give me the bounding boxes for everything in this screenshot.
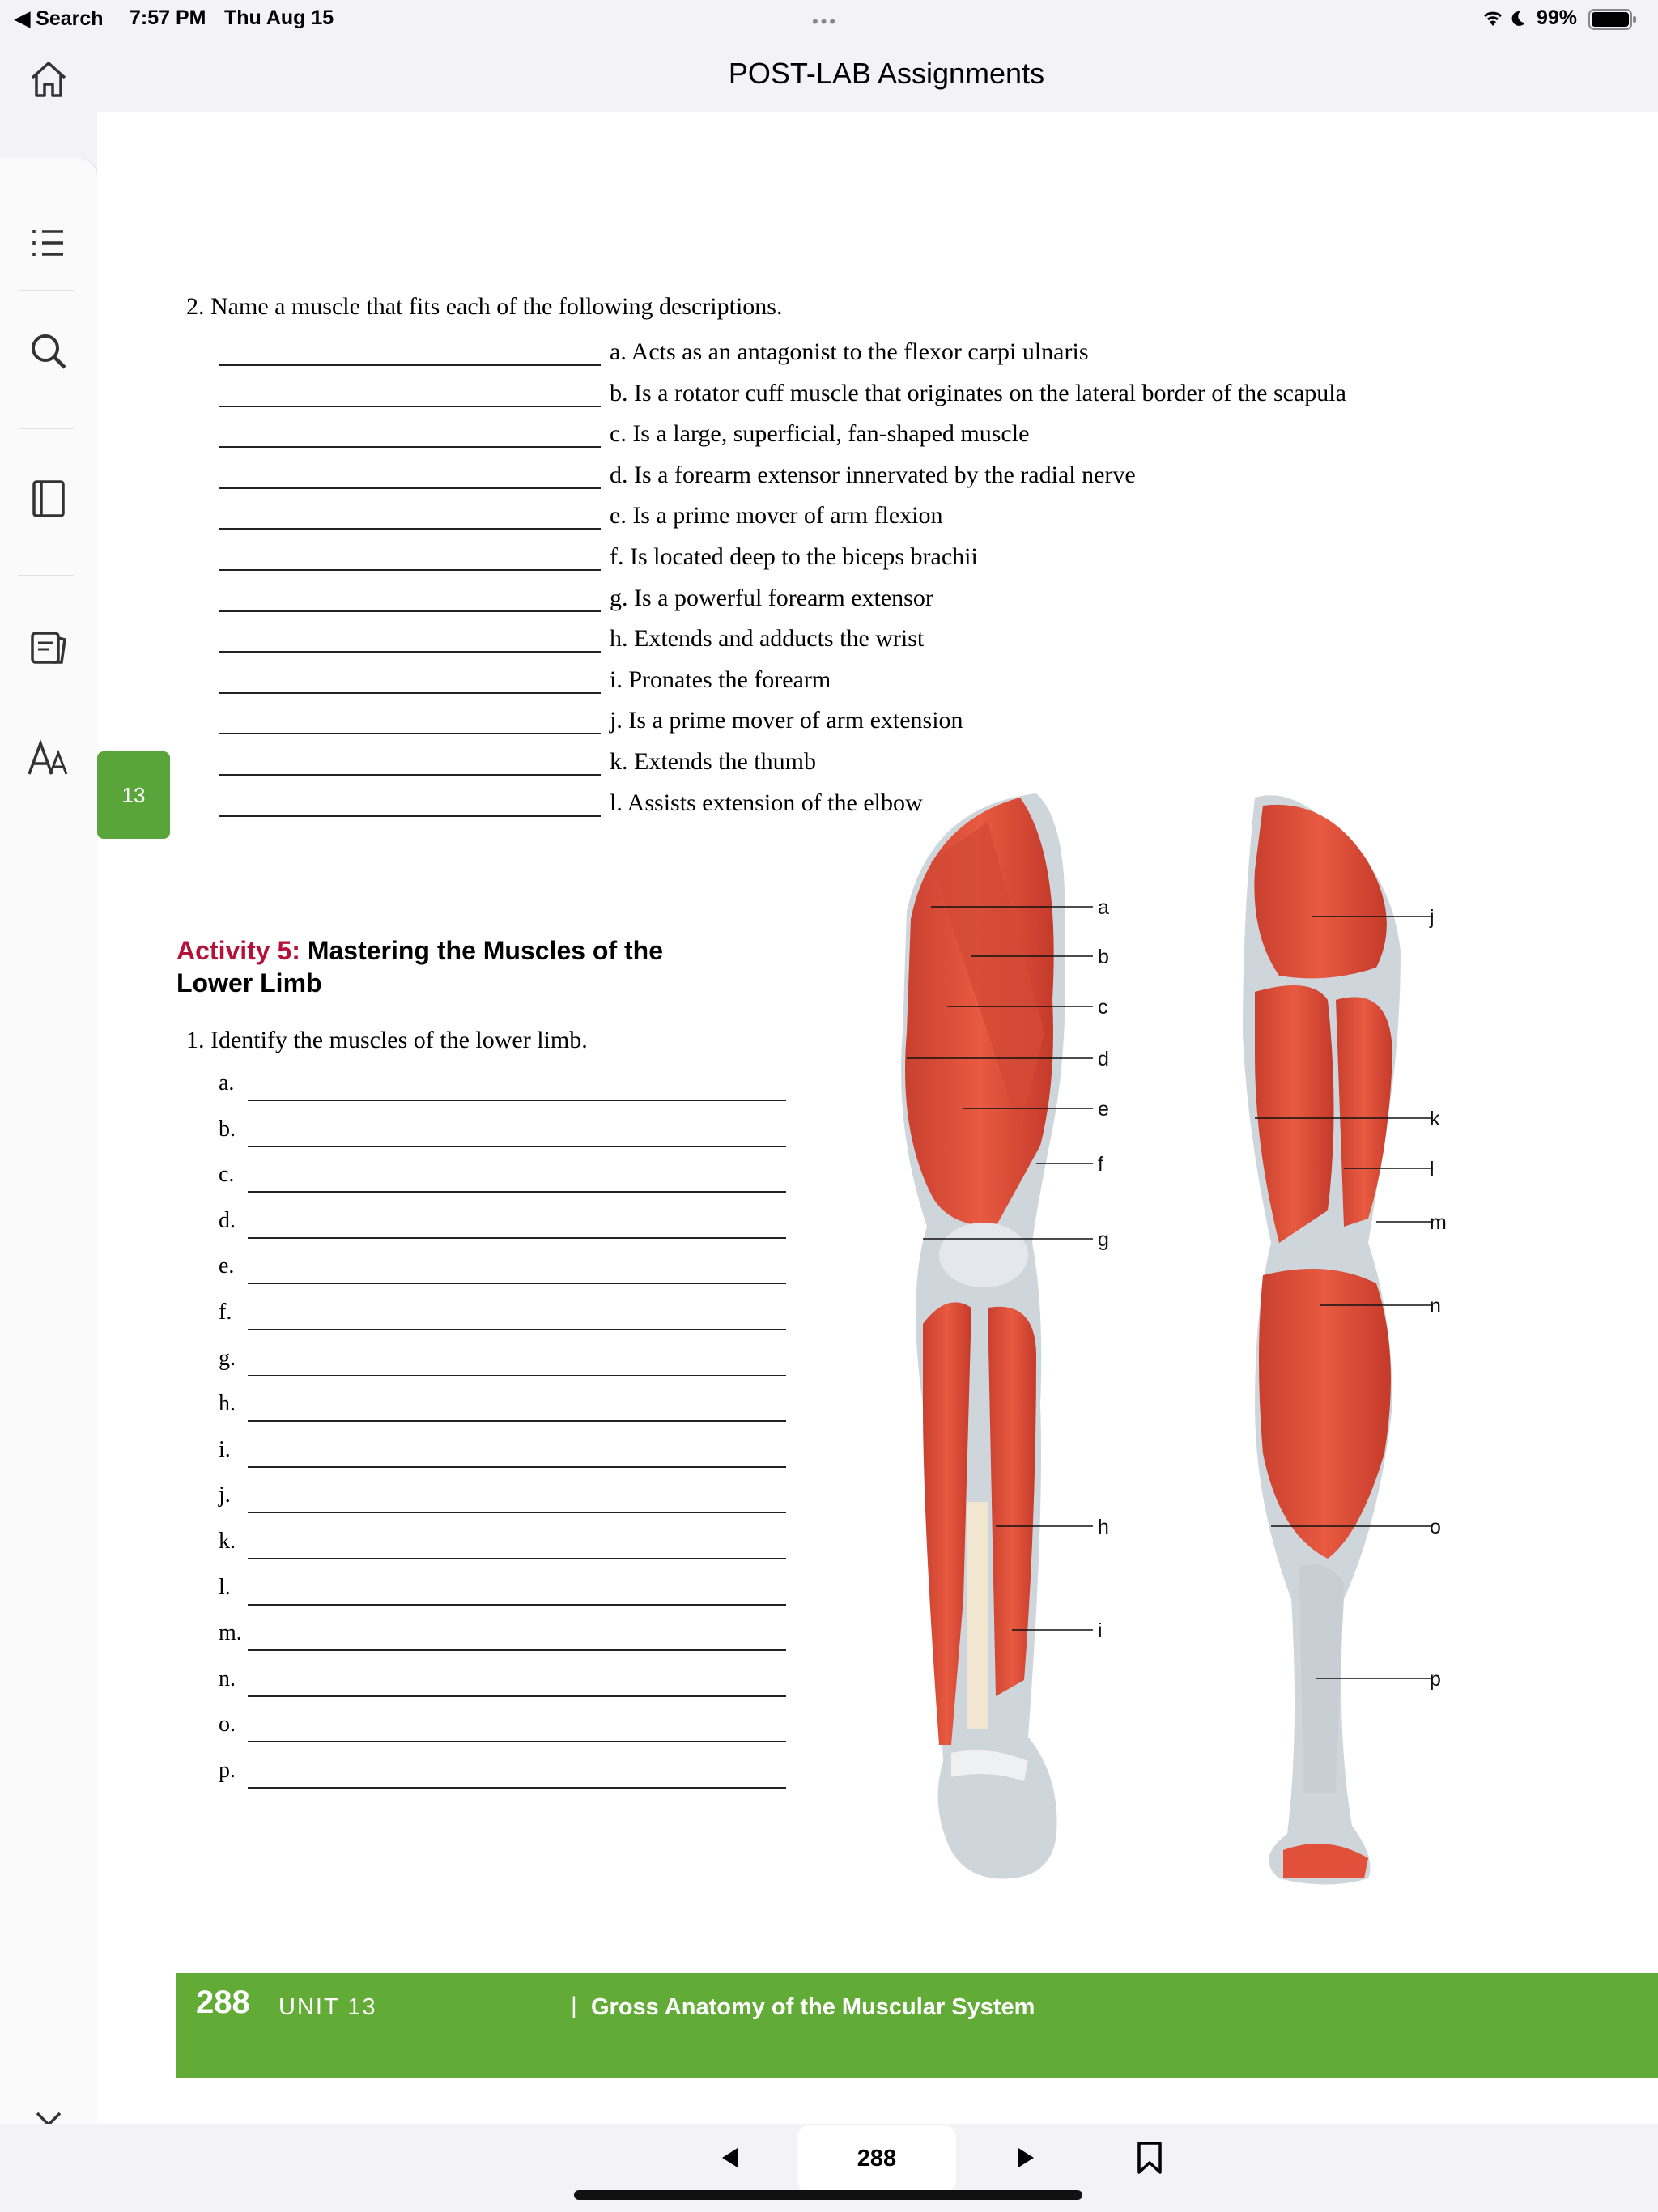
answer-blank[interactable]	[219, 651, 601, 653]
answer-blank[interactable]	[248, 1191, 786, 1193]
figure-label: n	[1430, 1295, 1441, 1317]
answer-blank[interactable]	[248, 1512, 786, 1513]
description-text: g. Is a powerful forearm extensor	[610, 584, 933, 611]
lower-limb-muscle-illustration	[874, 789, 1490, 1947]
figure-label: e	[1098, 1098, 1109, 1121]
sidebar	[0, 0, 97, 2212]
figure-label: l	[1430, 1158, 1435, 1180]
answer-blank[interactable]	[248, 1741, 786, 1742]
answer-blank[interactable]	[248, 1329, 786, 1330]
identify-letter: p.	[219, 1758, 236, 1783]
previous-page-icon[interactable]	[714, 2142, 746, 2174]
identify-letter: b.	[219, 1116, 236, 1142]
figure-label: g	[1098, 1228, 1109, 1251]
status-time: 7:57 PM	[130, 6, 206, 29]
answer-blank[interactable]	[219, 733, 601, 734]
identify-letter: c.	[219, 1162, 235, 1188]
description-text: j. Is a prime mover of arm extension	[610, 707, 963, 734]
answer-blank[interactable]	[219, 487, 601, 489]
next-page-icon[interactable]	[1010, 2142, 1042, 2174]
answer-blank[interactable]	[219, 569, 601, 571]
answer-blank[interactable]	[219, 406, 601, 407]
identify-letter: d.	[219, 1207, 236, 1233]
page-title: POST-LAB Assignments	[728, 57, 1045, 90]
answer-blank[interactable]	[248, 1604, 786, 1606]
posterior-leg-drawing	[1243, 795, 1401, 1884]
sidebar-divider	[18, 428, 74, 429]
answer-blank[interactable]	[248, 1649, 786, 1651]
flashcards-icon[interactable]	[18, 617, 79, 678]
answer-blank[interactable]	[219, 528, 601, 530]
sidebar-divider	[18, 290, 74, 291]
figure-label: k	[1430, 1108, 1440, 1130]
activity-heading	[176, 934, 743, 999]
answer-blank[interactable]	[248, 1558, 786, 1559]
answer-blank[interactable]	[219, 446, 601, 448]
activity-number: Activity 5:	[176, 936, 300, 965]
home-icon[interactable]	[18, 49, 79, 110]
identify-letter: o.	[219, 1712, 236, 1738]
bookmark-icon[interactable]	[1133, 2142, 1166, 2174]
text-size-icon[interactable]	[18, 727, 79, 789]
notebook-icon[interactable]	[18, 468, 79, 530]
question-1-prompt: 1. Identify the muscles of the lower limb.	[186, 1027, 588, 1053]
identify-letter: a.	[219, 1070, 235, 1095]
search-icon[interactable]	[18, 321, 79, 382]
figure-label: a	[1098, 896, 1109, 919]
answer-blank[interactable]	[219, 364, 601, 366]
status-date: Thu Aug 15	[224, 6, 334, 29]
identify-letter: m.	[219, 1620, 242, 1646]
description-text: a. Acts as an antagonist to the flexor carpi ulnaris	[610, 338, 1089, 365]
description-text: b. Is a rotator cuff muscle that originates on the lateral border of the scapula	[610, 379, 1346, 406]
identify-letter: g.	[219, 1345, 236, 1371]
description-text: i. Pronates the forearm	[610, 666, 831, 693]
description-text: k. Extends the thumb	[610, 748, 816, 775]
back-to-search-link[interactable]: ◀ Search	[15, 7, 104, 30]
answer-blank[interactable]	[219, 815, 601, 817]
answer-blank[interactable]	[248, 1146, 786, 1147]
identify-letter: n.	[219, 1665, 236, 1691]
footer-page-number: 288	[196, 1984, 250, 2020]
home-indicator	[574, 2190, 1082, 2200]
identify-letter: k.	[219, 1529, 236, 1554]
figure-label: o	[1430, 1516, 1441, 1538]
answer-blank[interactable]	[248, 1420, 786, 1422]
battery-icon	[1588, 8, 1637, 31]
description-text: d. Is a forearm extensor innervated by the radial nerve	[610, 461, 1136, 488]
figure-label: i	[1098, 1619, 1103, 1642]
footer-unit: UNIT 13	[278, 1994, 377, 2020]
activity-title: Mastering the Muscles of the Lower Limb	[176, 936, 664, 998]
figure-label: j	[1430, 906, 1435, 929]
answer-blank[interactable]	[248, 1283, 786, 1284]
list-icon[interactable]	[18, 212, 79, 274]
figure-label: p	[1430, 1668, 1441, 1691]
identify-letter: e.	[219, 1253, 235, 1279]
answer-blank[interactable]	[248, 1695, 786, 1697]
answer-blank[interactable]	[248, 1100, 786, 1101]
answer-blank[interactable]	[219, 774, 601, 776]
identify-letter: l.	[219, 1574, 231, 1600]
answer-blank[interactable]	[248, 1375, 786, 1376]
question-2-prompt: 2. Name a muscle that fits each of the following descriptions.	[186, 293, 783, 320]
identify-letter: i.	[219, 1436, 231, 1462]
wifi-icon	[1482, 10, 1504, 28]
figure-label: f	[1098, 1153, 1103, 1176]
moon-icon	[1509, 10, 1527, 28]
figure-label: c	[1098, 996, 1108, 1019]
figure-label: m	[1430, 1211, 1447, 1234]
footer-separator: |	[571, 1993, 577, 2019]
description-text: h. Extends and adducts the wrist	[610, 625, 925, 653]
sidebar-divider	[18, 575, 74, 576]
identify-letter: f.	[219, 1300, 232, 1325]
figure-label: b	[1098, 946, 1109, 968]
sidebar-panel	[0, 158, 97, 2212]
answer-blank[interactable]	[248, 1787, 786, 1789]
footer-chapter-title: Gross Anatomy of the Muscular System	[591, 1994, 1035, 2020]
current-page-field[interactable]: 288	[797, 2125, 956, 2192]
description-text: e. Is a prime mover of arm flexion	[610, 502, 943, 530]
answer-blank[interactable]	[219, 692, 601, 694]
description-text: c. Is a large, superficial, fan-shaped muscle	[610, 420, 1030, 448]
answer-blank[interactable]	[248, 1466, 786, 1468]
figure-label: d	[1098, 1048, 1109, 1070]
multitask-dots-icon[interactable]: •••	[812, 11, 839, 32]
figure-label: h	[1098, 1516, 1109, 1538]
identify-letter: j.	[219, 1482, 231, 1508]
description-text: f. Is located deep to the biceps brachii	[610, 543, 978, 570]
identify-letter: h.	[219, 1391, 236, 1417]
answer-blank[interactable]	[248, 1237, 786, 1239]
status-bar	[0, 0, 1658, 39]
chapter-footer-band	[176, 1973, 1658, 2078]
description-text: l. Assists extension of the elbow	[610, 789, 923, 816]
chapter-chip[interactable]: 13	[97, 751, 170, 839]
answer-blank[interactable]	[219, 610, 601, 612]
battery-percent: 99%	[1537, 6, 1578, 29]
